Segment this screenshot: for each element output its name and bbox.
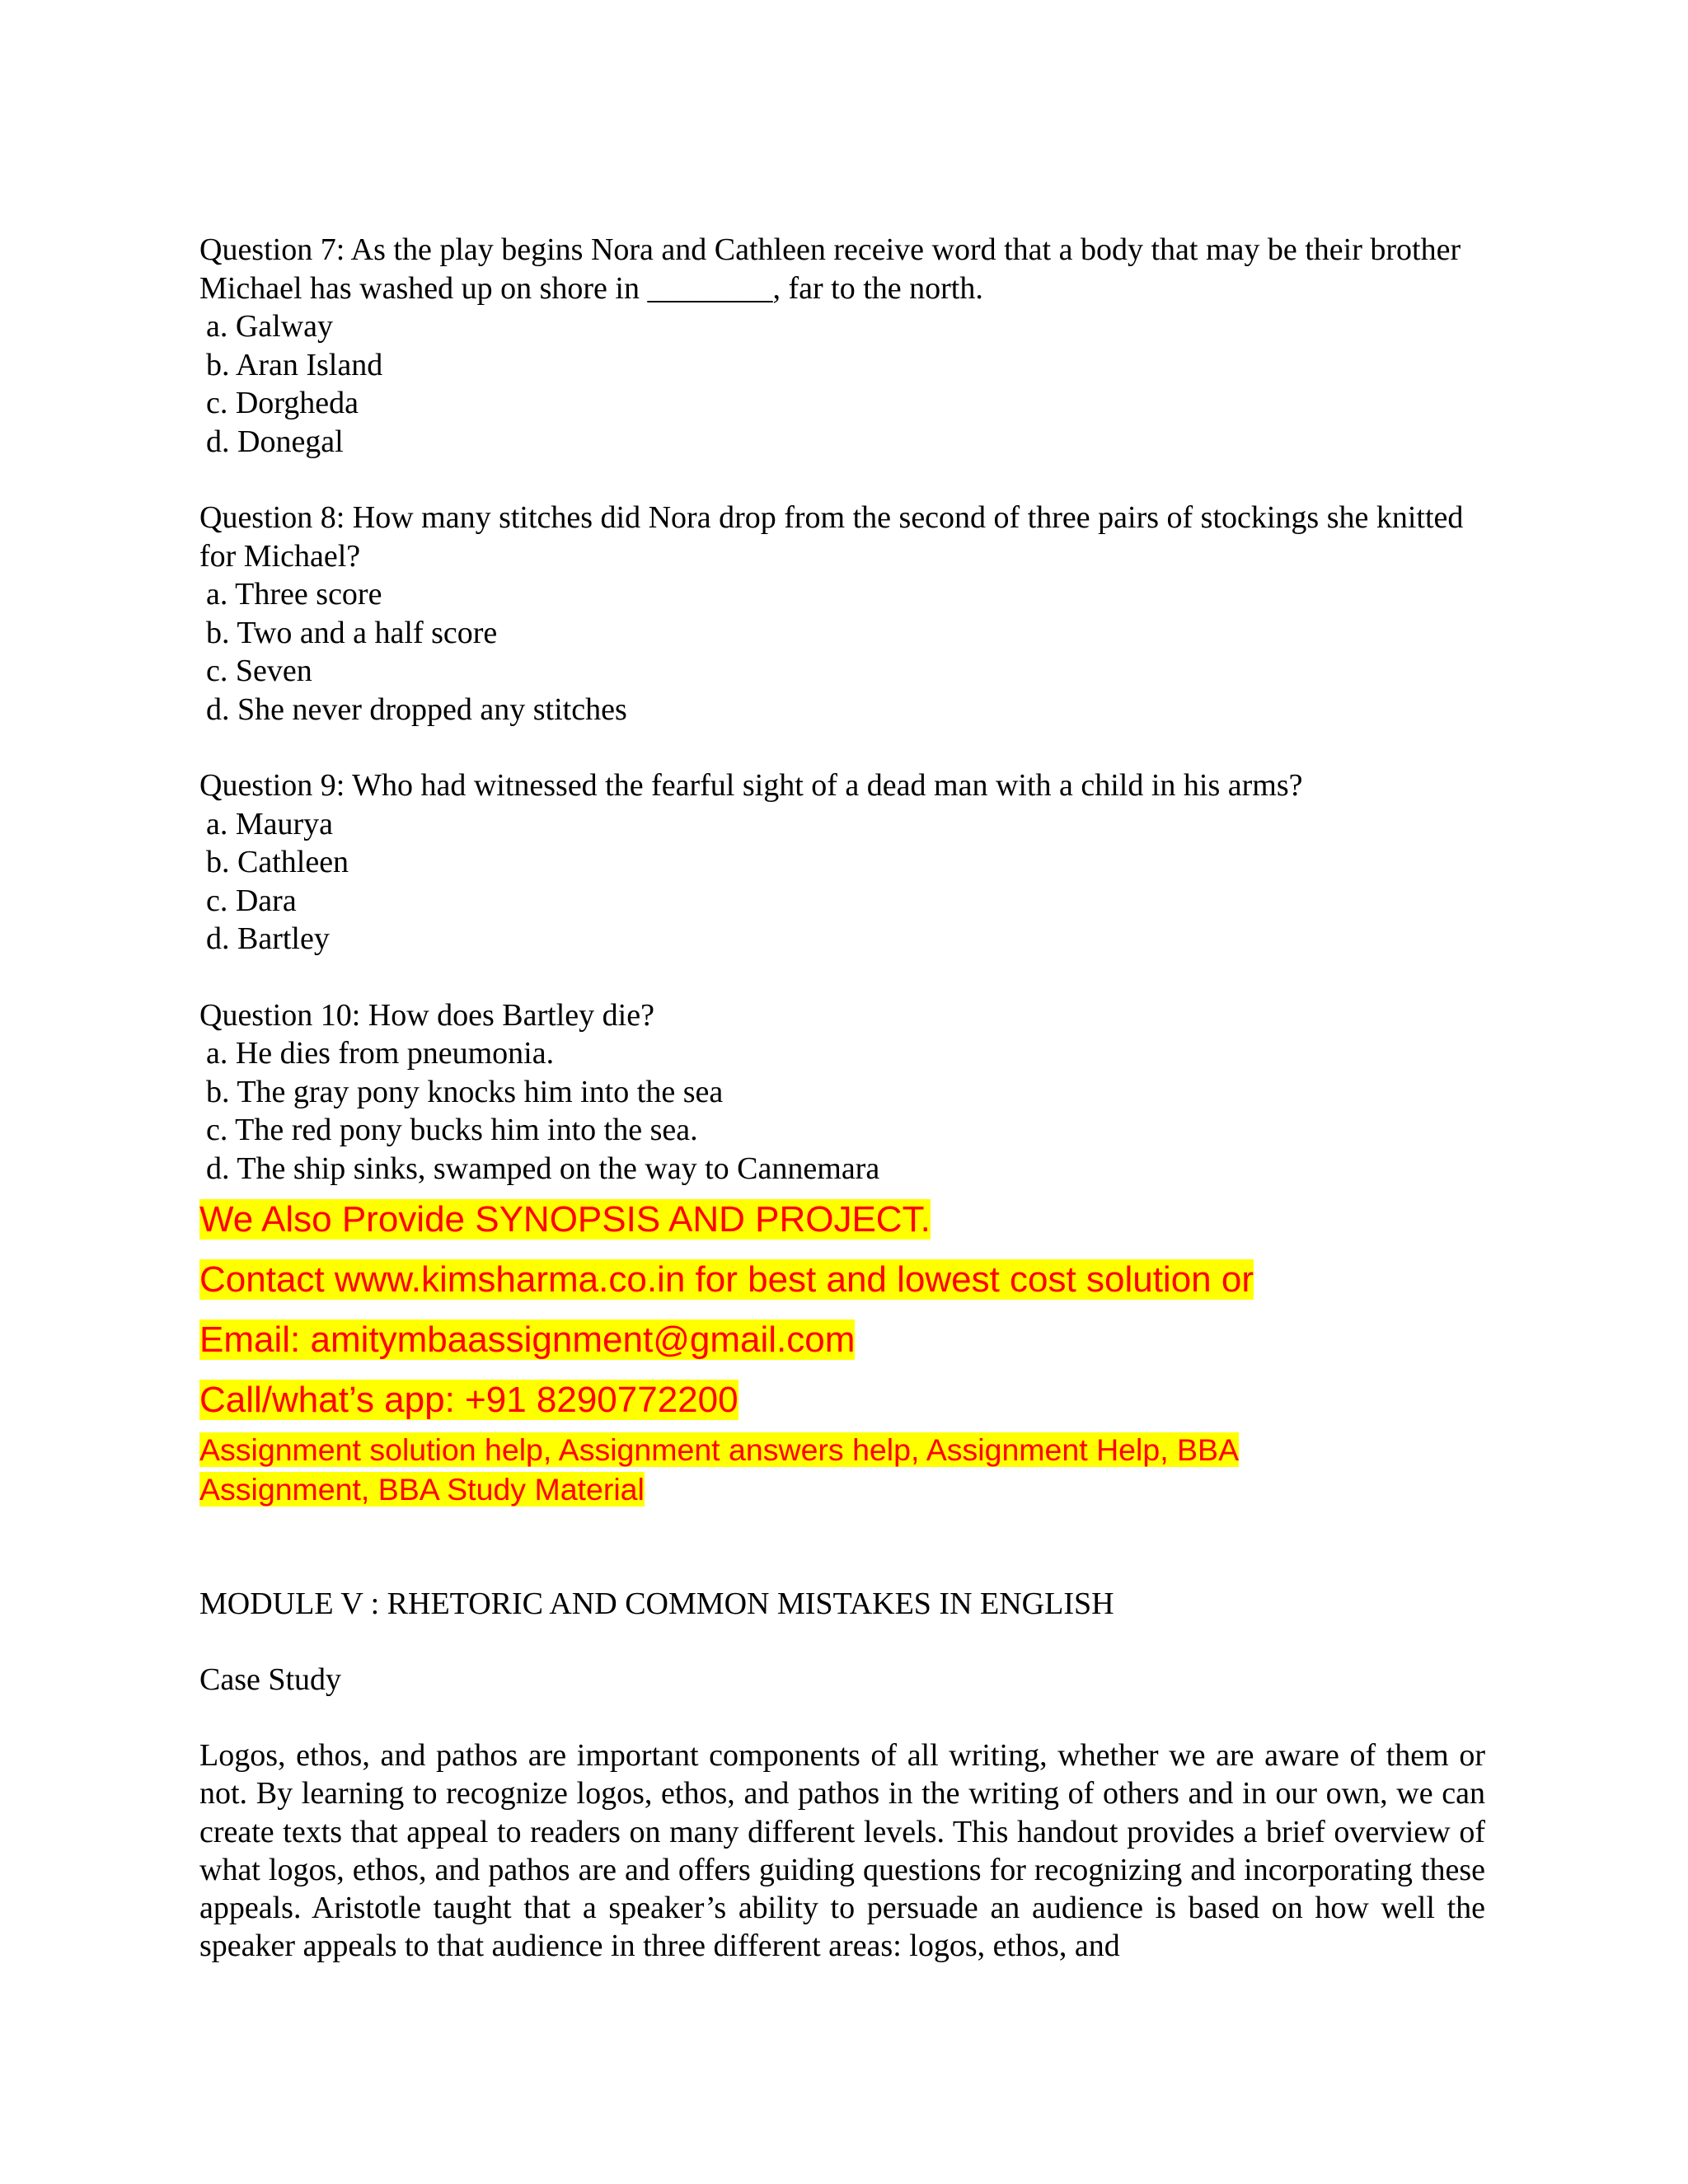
- question-9: [199, 766, 1485, 958]
- question-stem: Question 8: How many stitches did Nora drop from the second of three pairs of stockings she knitted for Michael?: [199, 500, 1464, 574]
- option-b: b. Two and a half score: [206, 615, 498, 650]
- case-study-label: Case Study: [199, 1662, 342, 1697]
- question-stem: Question 7: As the play begins Nora and Cathleen receive word that a body that may be their brother Michael has washed up on shore in ________, far to the north.: [199, 232, 1461, 306]
- spacer: [199, 461, 1485, 499]
- option-b: b. Aran Island: [206, 347, 383, 382]
- page-content: [199, 231, 1485, 1966]
- module-heading: MODULE V : RHETORIC AND COMMON MISTAKES IN ENGLISH: [199, 1586, 1114, 1621]
- option-d: d. Donegal: [206, 424, 344, 459]
- option-a: a. Maurya: [206, 806, 334, 841]
- option-a: a. Three score: [206, 577, 382, 612]
- spacer: [199, 958, 1485, 996]
- advertisement-block: [199, 1189, 1485, 1509]
- ad-phone-line: Call/what’s app: +91 8290772200: [199, 1380, 738, 1420]
- spacer: [199, 729, 1485, 766]
- option-d: d. Bartley: [206, 921, 330, 956]
- option-b: b. The gray pony knocks him into the sea: [206, 1074, 724, 1109]
- ad-keywords-line-2: Assignment, BBA Study Material: [199, 1472, 645, 1507]
- body-paragraph: Logos, ethos, and pathos are important components of all writing, whether we are aware of them or not. By learning to recognize logos, ethos, and pathos in the writing of others and in our own, we can create texts that appeal to readers on many different levels. This handout provides a brief overview of what logos, ethos, and pathos are and offers guiding questions for recognizing and incorporating these appeals. Aristotle taught that a speaker’s ability to persuade an audience is based on how well the speaker appeals to that audience in three different areas: logos, ethos, and: [199, 1738, 1485, 1964]
- option-a: a. He dies from pneumonia.: [206, 1036, 555, 1071]
- question-8: [199, 499, 1485, 729]
- option-c: c. The red pony bucks him into the sea.: [206, 1113, 698, 1147]
- option-b: b. Cathleen: [206, 845, 349, 879]
- option-a: a. Galway: [206, 309, 334, 344]
- ad-keywords-line-1: Assignment solution help, Assignment answers help, Assignment Help, BBA: [199, 1432, 1240, 1467]
- question-stem: Question 10: How does Bartley die?: [199, 997, 654, 1033]
- option-c: c. Seven: [206, 654, 312, 688]
- question-7: [199, 231, 1485, 461]
- ad-contact-link[interactable]: Contact www.kimsharma.co.in for best and lowest cost solution or: [199, 1259, 1254, 1300]
- question-stem: Question 9: Who had witnessed the fearful sight of a dead man with a child in his arms?: [199, 768, 1303, 803]
- option-d: d. The ship sinks, swamped on the way to Cannemara: [206, 1151, 880, 1186]
- option-d: d. She never dropped any stitches: [206, 691, 627, 727]
- option-c: c. Dorgheda: [206, 386, 359, 420]
- option-c: c. Dara: [206, 883, 297, 918]
- ad-email-link[interactable]: Email: amitymbaassignment@gmail.com: [199, 1319, 856, 1360]
- question-10: [199, 996, 1485, 1188]
- ad-synopsis-line: We Also Provide SYNOPSIS AND PROJECT.: [199, 1199, 931, 1240]
